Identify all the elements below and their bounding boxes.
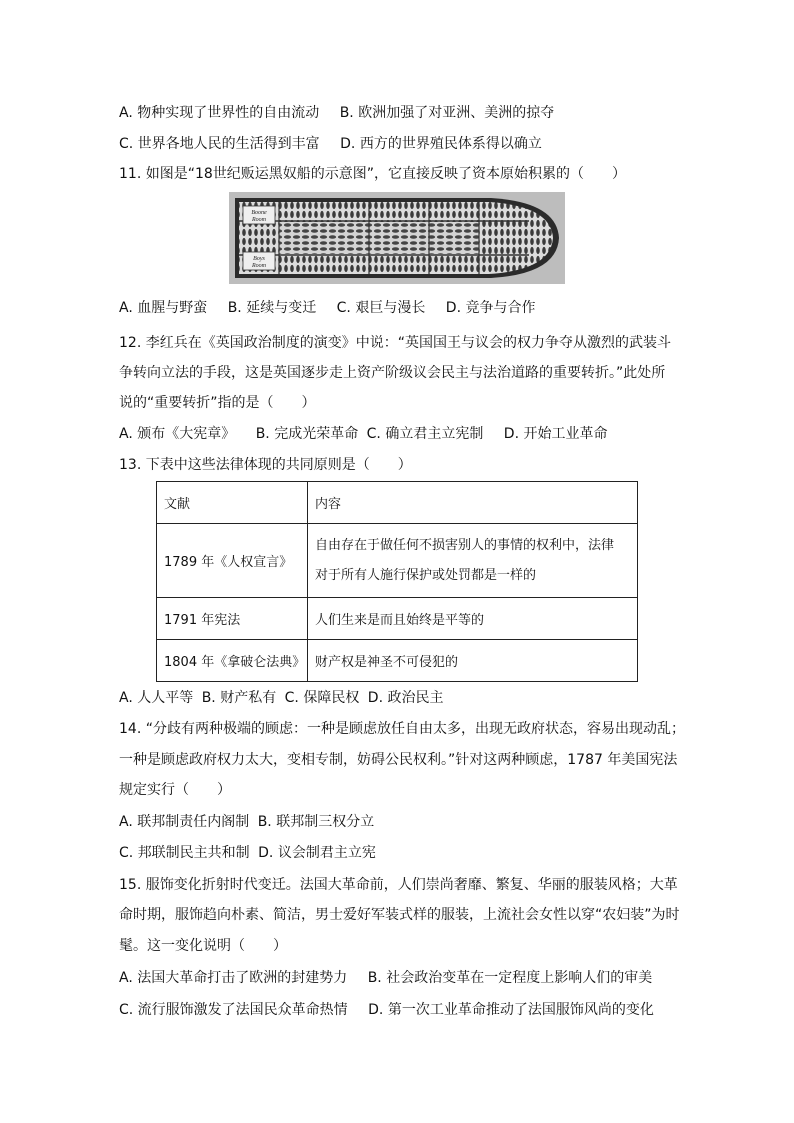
q11-option-b: B. 延续与变迁: [227, 300, 317, 316]
q12-stem-line-2: 争转向立法的手段，这是英国逐步走上资产阶级议会民主与法治道路的重要转折。”此处所: [119, 365, 666, 381]
row-document: 1791 年宪法: [157, 598, 308, 640]
q15-options-row-1: [119, 968, 652, 988]
q10-option-d: D. 西方的世界殖民体系得以确立: [340, 136, 542, 152]
q15-options-row-2: [119, 1000, 654, 1020]
q15-option-c: C. 流行服饰激发了法国民众革命热情: [119, 1002, 348, 1018]
q14-option-c: C. 邦联制民主共和制: [119, 845, 250, 861]
room-label-top-1: Boone: [251, 210, 267, 216]
q11-stem: 11. 如图是“18世纪贩运黑奴船的示意图”，它直接反映了资本原始积累的（ ）: [119, 166, 627, 182]
q14-options-row-2: [119, 843, 376, 863]
q13-option-b: B. 财产私有: [201, 690, 277, 706]
row-content: 财产权是神圣不可侵犯的: [308, 640, 638, 682]
q14-stem-line-1: 14. “分歧有两种极端的顾虑：一种是顾虑放任自由太多，出现无政府状态，容易出现动乱；: [119, 721, 685, 737]
q13-options: [119, 688, 443, 708]
room-label-bottom-2: Room: [252, 263, 266, 269]
q14-stem-line-2: 一种是顾虑政府权力太大，变相专制，妨碍公民权利。”针对这两种顾虑，1787 年美国宪法: [119, 752, 678, 768]
q15-stem-line-2: 命时期，服饰趋向朴素、简洁，男士爱好军装式样的服装，上流社会女性以穿“农妇装”为时: [119, 907, 680, 923]
table-row: [157, 524, 638, 598]
q15-stem-line-3: 髦。这一变化说明（ ）: [119, 938, 287, 954]
row-document: 1804 年《拿破仑法典》: [157, 640, 308, 682]
row-content: 人们生来是而且始终是平等的: [308, 598, 638, 640]
q15-option-b: B. 社会政治变革在一定程度上影响人们的审美: [367, 970, 653, 986]
row-content: [308, 524, 638, 598]
q14-option-d: D. 议会制君主立宪: [258, 845, 376, 861]
q10-options-row-1: [119, 103, 554, 123]
q12-option-b: B. 完成光荣革命: [255, 426, 359, 442]
q13-option-c: C. 保障民权: [284, 690, 360, 706]
q13-stem: 13. 下表中这些法律体现的共同原则是（ ）: [119, 457, 412, 473]
q13-option-a: A. 人人平等: [119, 690, 194, 706]
table-header-row: [157, 482, 638, 524]
q12-stem-line-1: 12. 李红兵在《英国政治制度的演变》中说：“英国国王与议会的权力争夺从激烈的武装斗: [119, 335, 671, 351]
row-content-line-2: 对于所有人施行保护或处罚都是一样的: [315, 567, 537, 583]
q14-option-b: B. 联邦制三权分立: [257, 814, 375, 830]
room-label-bottom-1: Boys: [253, 256, 265, 262]
room-label-top-2: Room: [252, 217, 266, 223]
row-content-line-1: 自由存在于做任何不损害别人的事情的权利中，法律: [315, 537, 615, 553]
q12-option-d: D. 开始工业革命: [503, 426, 608, 442]
header-content: 内容: [308, 482, 638, 524]
q11-option-d: D. 竞争与合作: [445, 300, 536, 316]
q12-option-a: A. 颁布《大宪章》: [119, 426, 236, 442]
q15-option-d: D. 第一次工业革命推动了法国服饰风尚的变化: [368, 1002, 654, 1018]
q10-option-a: A. 物种实现了世界性的自由流动: [119, 105, 320, 121]
q13-option-d: D. 政治民主: [367, 690, 444, 706]
q12-option-c: C. 确立君主立宪制: [366, 426, 484, 442]
q15-option-a: A. 法国大革命打击了欧洲的封建势力: [119, 970, 348, 986]
q15-stem-line-1: 15. 服饰变化折射时代变迁。法国大革命前，人们崇尚奢靡、繁复、华丽的服装风格；大革: [119, 877, 678, 893]
q14-options-row-1: [119, 812, 374, 832]
q12-options: [119, 424, 607, 444]
q14-option-a: A. 联邦制责任内阁制: [119, 814, 250, 830]
q11-option-a: A. 血腥与野蛮: [119, 300, 208, 316]
table-row: [157, 640, 638, 682]
law-table: [156, 481, 638, 682]
row-document: 1789 年《人权宣言》: [157, 524, 308, 598]
q10-options-row-2: [119, 134, 542, 154]
q11-options: [119, 298, 535, 318]
table-row: [157, 598, 638, 640]
q12-stem-line-3: 说的“重要转折”指的是（ ）: [119, 395, 316, 411]
slave-ship-diagram: [229, 192, 565, 284]
q10-option-b: B. 欧洲加强了对亚洲、美洲的掠夺: [339, 105, 555, 121]
header-document: 文献: [157, 482, 308, 524]
q14-stem-line-3: 规定实行（ ）: [119, 782, 231, 798]
q10-option-c: C. 世界各地人民的生活得到丰富: [119, 136, 320, 152]
q11-option-c: C. 艰巨与漫长: [336, 300, 426, 316]
